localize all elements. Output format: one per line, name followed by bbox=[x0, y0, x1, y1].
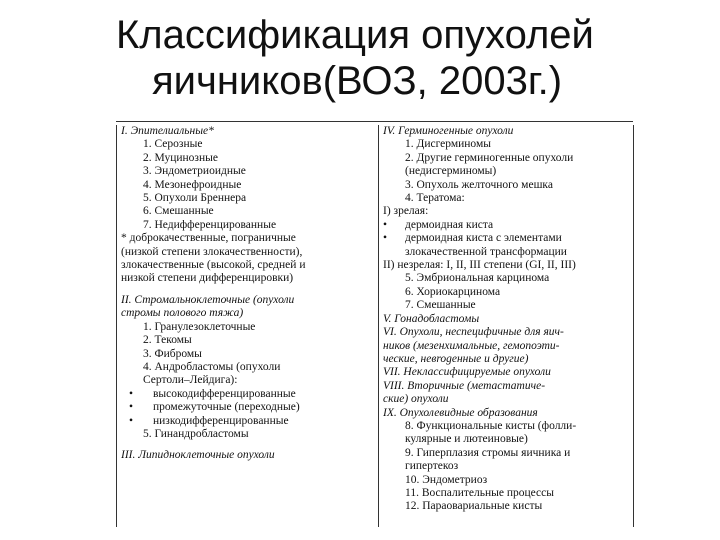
list-item: 9. Гиперплазия стромы яичника и bbox=[405, 446, 571, 459]
list-item: 3. Опухоль желточного мешка bbox=[405, 178, 553, 191]
section-heading: V. Гонадобластомы bbox=[383, 312, 480, 325]
bullet-text: промежуточные (переходные) bbox=[153, 401, 300, 414]
list-item: 3. Фибромы bbox=[143, 347, 202, 360]
list-item: 4. Андробластомы (опухоли bbox=[143, 360, 281, 373]
list-item: 10. Эндометриоз bbox=[405, 473, 488, 486]
bullet-icon: • bbox=[129, 414, 134, 427]
bullet-icon: • bbox=[383, 232, 388, 245]
section-heading: II. Стромальноклеточные (опухоли bbox=[121, 293, 295, 306]
list-item: 7. Недифференцированные bbox=[143, 218, 277, 231]
list-item: 12. Параовариальные кисты bbox=[405, 500, 543, 513]
footnote-line: (низкой степени злокачественности), bbox=[121, 245, 303, 258]
section-heading: VI. Опухоли, неспецифичные для яич- bbox=[383, 326, 564, 339]
list-item: 5. Опухоли Бреннера bbox=[143, 192, 247, 205]
section-heading: IX. Опухолевидные образования bbox=[383, 406, 538, 419]
list-item: 5. Эмбриональная карцинома bbox=[405, 272, 550, 285]
bullet-text: дермоидная киста bbox=[405, 218, 494, 231]
slide-title bbox=[0, 12, 720, 104]
bullet-item bbox=[383, 219, 633, 232]
list-item: 4. Мезонефроидные bbox=[143, 178, 242, 191]
bullet-icon: • bbox=[129, 401, 134, 414]
list-item: 5. Гинандробластомы bbox=[143, 427, 249, 440]
section-heading: I. Эпителиальные* bbox=[121, 125, 214, 137]
bullet-item bbox=[121, 415, 375, 428]
bullet-text: дермоидная киста с элементами bbox=[405, 232, 562, 245]
list-item: 8. Функциональные кисты (фолли- bbox=[405, 419, 577, 432]
list-item: I) зрелая: bbox=[383, 205, 429, 218]
bullet-item bbox=[383, 232, 633, 245]
list-item: 1. Дисгерминомы bbox=[405, 138, 491, 151]
list-item: 3. Эндометриоидные bbox=[143, 165, 246, 178]
slide-title-line-1: Классификация опухолей bbox=[116, 13, 594, 57]
bullet-item bbox=[121, 401, 375, 414]
list-item: гипертекоз bbox=[405, 460, 459, 473]
section-heading-cont: ников (мезенхимальные, гемопоэти- bbox=[383, 339, 560, 352]
section-heading: IV. Герминогенные опухоли bbox=[383, 125, 514, 137]
slide-title-line-2: яичников(ВОЗ, 2003г.) bbox=[152, 59, 563, 103]
list-item: (недисгерминомы) bbox=[405, 165, 497, 178]
classification-table bbox=[116, 121, 633, 527]
list-item: 7. Смешанные bbox=[405, 299, 476, 312]
list-item: 1. Гранулезоклеточные bbox=[143, 320, 256, 333]
section-heading: VII. Неклассифицируемые опухоли bbox=[383, 366, 551, 379]
section-heading-cont: стромы полового тяжа) bbox=[121, 307, 244, 320]
list-item: 1. Серозные bbox=[143, 138, 203, 151]
bullet-text: высокодифференцированные bbox=[153, 387, 296, 400]
list-item: кулярные и лютеиновые) bbox=[405, 433, 528, 446]
list-item: II) незрелая: I, II, III степени (GI, II, III) bbox=[383, 259, 576, 272]
bullet-continuation: злокачественной трансформации bbox=[405, 245, 567, 258]
section-heading-cont: ские) опухоли bbox=[383, 393, 449, 406]
spacer bbox=[121, 441, 375, 449]
list-item: 2. Текомы bbox=[143, 334, 192, 347]
list-item: Сертоли–Лейдига): bbox=[143, 374, 238, 387]
section-heading: VIII. Вторичные (метастатиче- bbox=[383, 379, 546, 392]
list-item: 4. Тератома: bbox=[405, 192, 465, 205]
bullet-icon: • bbox=[383, 218, 388, 231]
list-item: 2. Другие герминогенные опухоли bbox=[405, 151, 574, 164]
footnote-line: низкой степени дифференцировки) bbox=[121, 272, 294, 285]
bullet-item bbox=[121, 388, 375, 401]
list-item: 2. Муцинозные bbox=[143, 151, 218, 164]
bullet-text: низкодифференцированные bbox=[153, 414, 289, 427]
left-column bbox=[116, 125, 375, 527]
section-heading: III. Липидноклеточные опухоли bbox=[121, 449, 275, 462]
list-item: 6. Смешанные bbox=[143, 205, 214, 218]
footnote-line: * доброкачественные, пограничные bbox=[121, 232, 296, 245]
bullet-icon: • bbox=[129, 387, 134, 400]
right-column bbox=[378, 125, 634, 527]
section-heading-cont: ческие, невrogенные и другие) bbox=[383, 352, 529, 365]
list-item: 6. Хориокарцинома bbox=[405, 285, 501, 298]
list-item: 11. Воспалительные процессы bbox=[405, 486, 554, 499]
footnote-line: злокачественные (высокой, средней и bbox=[121, 259, 306, 272]
spacer bbox=[121, 286, 375, 294]
